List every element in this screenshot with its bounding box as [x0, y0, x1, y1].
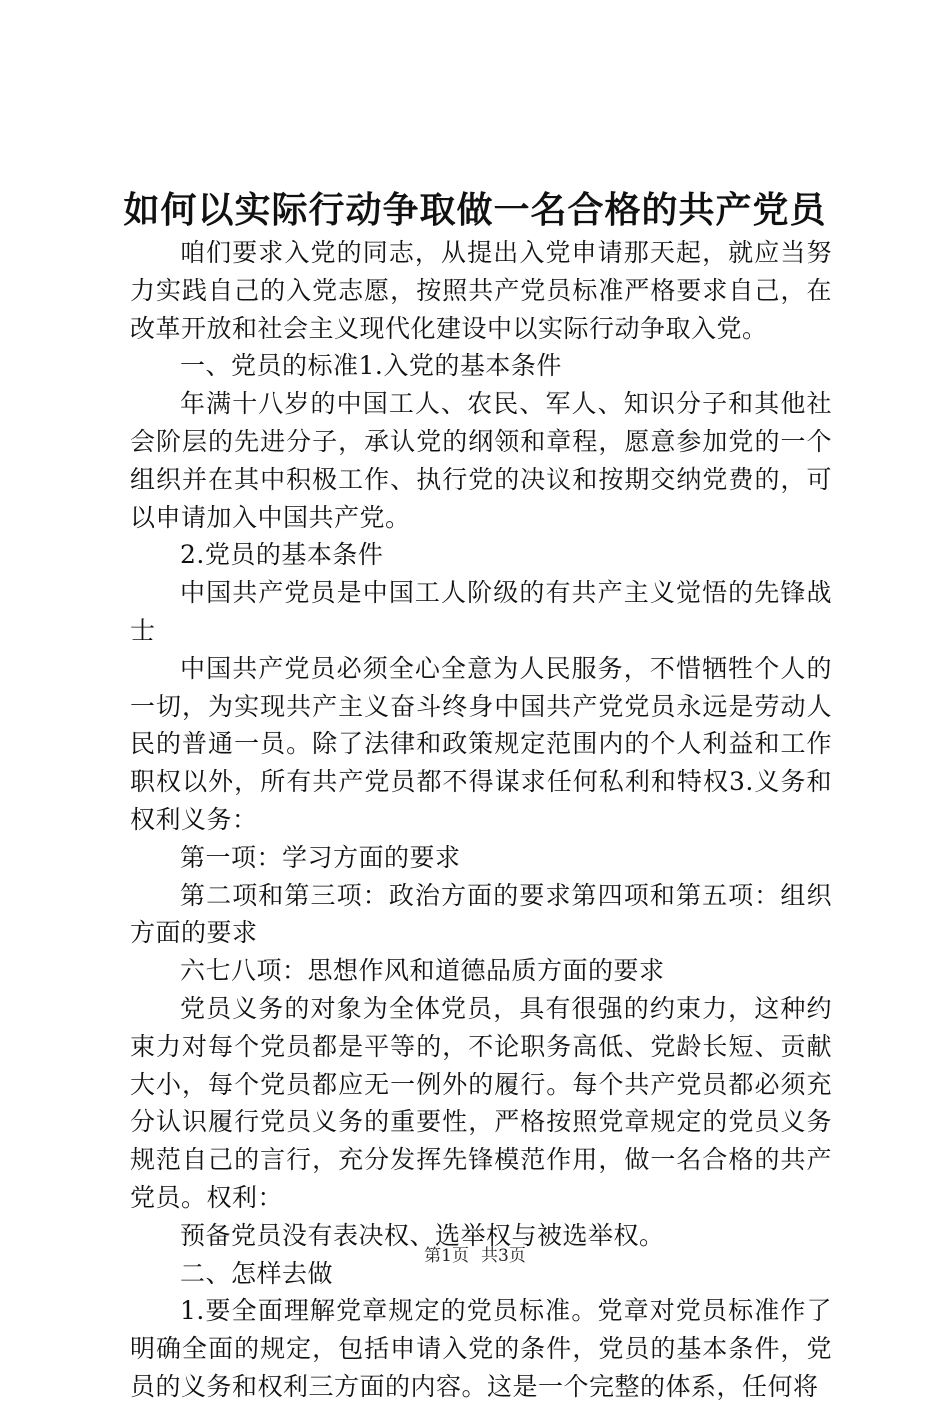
heading-how-to-do: 二、怎样去做 — [180, 1258, 334, 1288]
paragraph-understand-standards: 1.要全面理解党章规定的党员标准。党章对党员标准作了明确全面的规定，包括申请入党的条件，党员的基本条件，党员的义务和权利三方面的内容。这是一个完整的体系，任何将 — [130, 1296, 832, 1401]
document-title: 如何以实际行动争取做一名合格的共产党员 — [123, 189, 827, 231]
paragraph-items-two-to-five: 第二项和第三项：政治方面的要求第四项和第五项：组织方面的要求 — [130, 880, 832, 948]
page-number: 第1页 — [424, 1246, 469, 1266]
document-body — [130, 234, 832, 1406]
paragraph-serve-people: 中国共产党员必须全心全意为人民服务，不惜牺牲个人的一切，为实现共产主义奋斗终身中国共产党党员永远是劳动人民的普通一员。除了法律和政策规定范围内的个人利益和工作职权以外，所有共产党员都不得谋求任何私利和特权3.义务和权利义务： — [130, 653, 832, 834]
paragraph-probationary-rights: 预备党员没有表决权、选举权与被选举权。 — [180, 1220, 665, 1250]
paragraph-intro: 咱们要求入党的同志，从提出入党申请那天起，就应当努力实践自己的入党志愿，按照共产党员标准严格要求自己，在改革开放和社会主义现代化建设中以实际行动争取入党。 — [130, 238, 832, 343]
heading-party-member-standard: 一、党员的标准1.入党的基本条件 — [180, 351, 562, 381]
page-total: 共3页 — [481, 1246, 526, 1266]
paragraph-vanguard: 中国共产党员是中国工人阶级的有共产主义觉悟的先锋战士 — [130, 578, 832, 645]
paragraph-admission-conditions: 年满十八岁的中国工人、农民、军人、知识分子和其他社会阶层的先进分子，承认党的纲领和章程，愿意参加党的一个组织并在其中积极工作、执行党的决议和按期交纳党费的，可以申请加入中国共产党。 — [130, 389, 832, 532]
page-footer — [0, 1244, 950, 1268]
paragraph-items-six-to-eight: 六七八项：思想作风和道德品质方面的要求 — [180, 956, 665, 986]
paragraph-obligations: 党员义务的对象为全体党员，具有很强的约束力，这种约束力对每个党员都是平等的，不论职务高低、党龄长短、贡献大小，每个党员都应无一例外的履行。每个共产党员都必须充分认识履行党员义务的重要性，严格按照党章规定的党员义务规范自己的言行，充分发挥先锋模范作用，做一名合格的共产党员。权利： — [130, 993, 832, 1212]
heading-basic-conditions: 2.党员的基本条件 — [180, 540, 384, 570]
paragraph-item-one: 第一项：学习方面的要求 — [180, 842, 461, 872]
